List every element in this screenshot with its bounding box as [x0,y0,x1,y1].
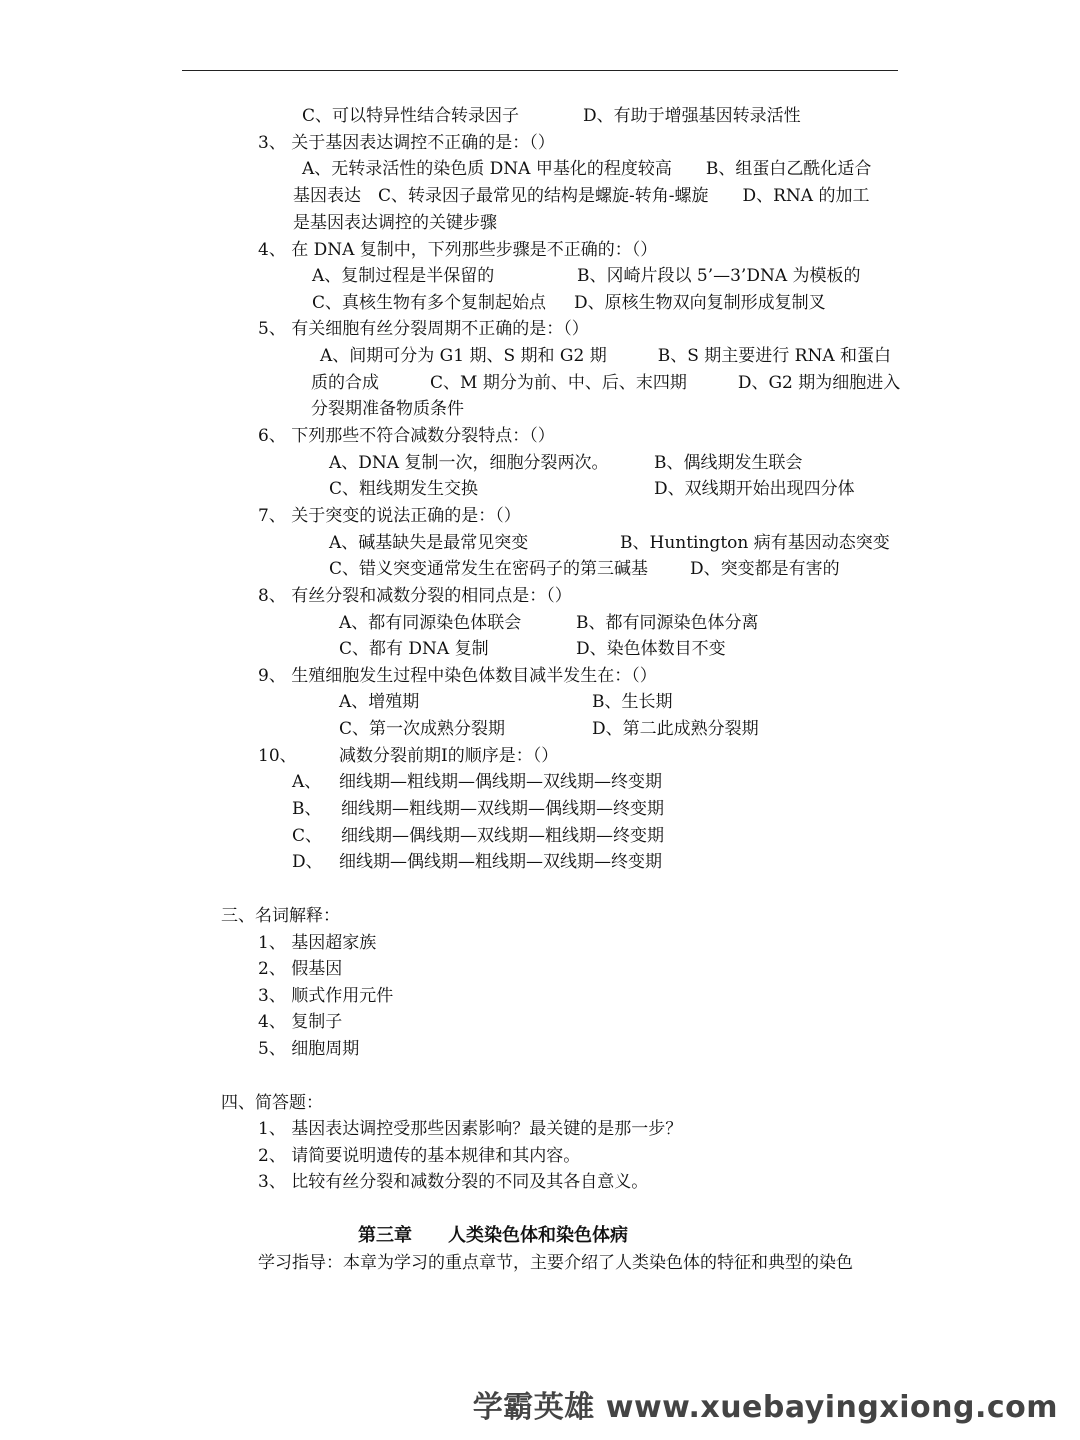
q8-option-c: C、都有 DNA 复制 [339,639,489,659]
q10-option-d-label: D、 [292,852,323,872]
section-3-item-3: 3、 顺式作用元件 [258,986,394,1006]
watermark: 学霸英雄 www.xuebayingxiong.com [472,1390,1058,1425]
q6-option-a: A、DNA 复制一次，细胞分裂两次。 [329,453,609,473]
q8-option-a: A、都有同源染色体联会 [339,613,522,633]
q10-stem: 减数分裂前期Ⅰ的顺序是：（） [339,746,559,766]
q6-stem: 6、 下列那些不符合减数分裂特点：（） [258,426,555,446]
q10-option-d: 细线期—偶线期—粗线期—双线期—终变期 [339,852,662,872]
q8-option-d: D、染色体数目不变 [576,639,726,659]
q5-stem: 5、 有关细胞有丝分裂周期不正确的是：（） [258,319,589,339]
q7-option-b: B、Huntington 病有基因动态突变 [620,533,890,553]
chapter-guide: 学习指导：本章为学习的重点章节，主要介绍了人类染色体的特征和典型的染色 [258,1253,853,1273]
section-3-item-2: 2、 假基因 [258,959,343,979]
q10-option-a-label: A、 [292,772,322,792]
q8-option-b: B、都有同源染色体分离 [576,613,759,633]
q9-option-c: C、第一次成熟分裂期 [339,719,506,739]
q6-option-d: D、双线期开始出现四分体 [654,479,855,499]
section-4-title: 四、简答题： [221,1093,323,1113]
q7-stem: 7、 关于突变的说法正确的是：（） [258,506,521,526]
q6-option-c: C、粗线期发生交换 [329,479,479,499]
q2-option-d: D、有助于增强基因转录活性 [583,106,801,126]
section-3-title: 三、名词解释： [221,906,340,926]
q10-option-a: 细线期—粗线期—偶线期—双线期—终变期 [339,772,662,792]
section-4-item-1: 1、 基因表达调控受那些因素影响？最关键的是那一步？ [258,1119,683,1139]
q4-option-d: D、原核生物双向复制形成复制叉 [574,293,826,313]
q4-option-a: A、复制过程是半保留的 [312,266,495,286]
q7-option-d: D、突变都是有害的 [690,559,840,579]
q9-option-d: D、第二此成熟分裂期 [592,719,759,739]
q5-line-1: A、间期可分为 G1 期、S 期和 G2 期 B、S 期主要进行 RNA 和蛋白 [320,346,892,366]
q10-option-b: 细线期—粗线期—双线期—偶线期—终变期 [341,799,664,819]
section-4-item-3: 3、 比较有丝分裂和减数分裂的不同及其各自意义。 [258,1172,649,1192]
q3-line-3: 是基因表达调控的关键步骤 [293,213,497,233]
q10-option-c-label: C、 [292,826,323,846]
section-3-item-1: 1、 基因超家族 [258,933,377,953]
q10-option-c: 细线期—偶线期—双线期—粗线期—终变期 [341,826,664,846]
q7-option-c: C、错义突变通常发生在密码子的第三碱基 [329,559,649,579]
q2-option-c: C、可以特异性结合转录因子 [302,106,520,126]
q6-option-b: B、偶线期发生联会 [654,453,803,473]
q7-option-a: A、碱基缺失是最常见突变 [329,533,529,553]
q9-option-a: A、增殖期 [339,692,420,712]
header-rule [182,70,898,71]
q8-stem: 8、 有丝分裂和减数分裂的相同点是：（） [258,586,572,606]
q5-line-3: 分裂期准备物质条件 [311,399,464,419]
q4-option-b: B、冈崎片段以 5’—3’DNA 为模板的 [577,266,861,286]
q4-stem: 4、 在 DNA 复制中，下列那些步骤是不正确的：（） [258,240,658,260]
q9-option-b: B、生长期 [592,692,673,712]
q3-stem: 3、 关于基因表达调控不正确的是：（） [258,133,555,153]
q4-option-c: C、真核生物有多个复制起始点 [312,293,547,313]
section-4-item-2: 2、 请简要说明遗传的基本规律和其内容。 [258,1146,581,1166]
q3-line-1: A、无转录活性的染色质 DNA 甲基化的程度较高 B、组蛋白乙酰化适合 [302,159,872,179]
section-3-item-4: 4、 复制子 [258,1012,343,1032]
chapter-title: 第三章 人类染色体和染色体病 [358,1225,628,1246]
q10-number: 10、 [258,746,297,766]
q10-option-b-label: B、 [292,799,322,819]
q3-line-2: 基因表达 C、转录因子最常见的结构是螺旋-转角-螺旋 D、RNA 的加工 [293,186,870,206]
q9-stem: 9、 生殖细胞发生过程中染色体数目减半发生在：（） [258,666,657,686]
section-3-item-5: 5、 细胞周期 [258,1039,360,1059]
q5-line-2: 质的合成 C、M 期分为前、中、后、末四期 D、G2 期为细胞进入 [311,373,901,393]
